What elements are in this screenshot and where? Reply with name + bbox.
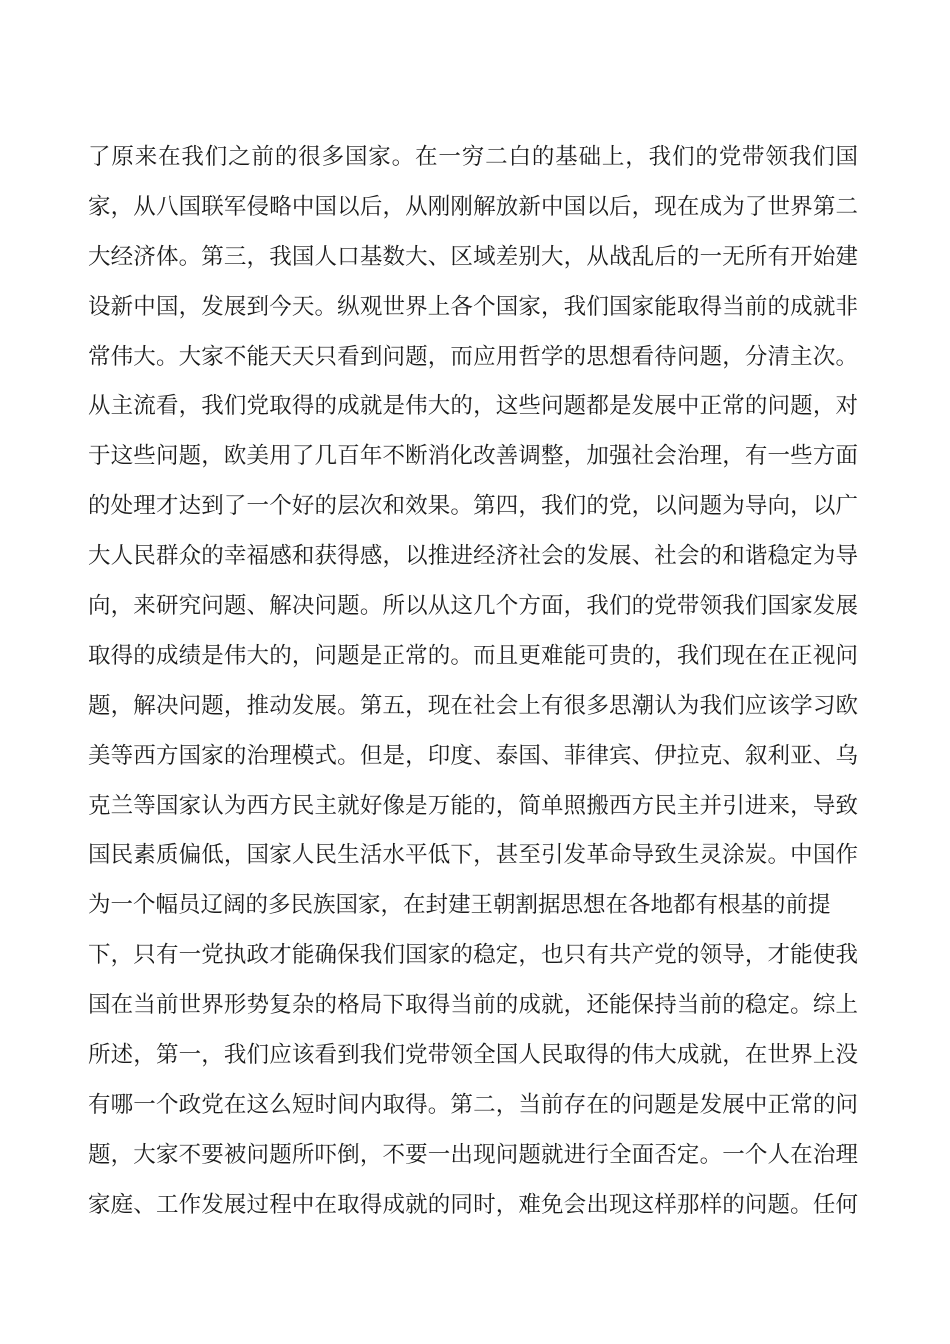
text-line-8: 的处理才达到了一个好的层次和效果。第四，我们的党，以问题为导向，以广 xyxy=(88,493,858,520)
text-line-19: 所述，第一，我们应该看到我们党带领全国人民取得的伟大成就，在世界上没 xyxy=(88,1042,858,1069)
text-line-12: 题，解决问题，推动发展。第五，现在社会上有很多思潮认为我们应该学习欧 xyxy=(88,692,858,719)
text-line-11: 取得的成绩是伟大的，问题是正常的。而且更难能可贵的，我们现在在正视问 xyxy=(88,642,858,669)
text-line-17: 下，只有一党执政才能确保我们国家的稳定，也只有共产党的领导，才能使我 xyxy=(88,942,858,969)
text-line-6: 从主流看，我们党取得的成就是伟大的，这些问题都是发展中正常的问题，对 xyxy=(88,393,858,420)
text-line-15: 国民素质偏低，国家人民生活水平低下，甚至引发革命导致生灵涂炭。中国作 xyxy=(88,842,858,869)
text-line-13: 美等西方国家的治理模式。但是，印度、泰国、菲律宾、伊拉克、叙利亚、乌 xyxy=(88,742,858,769)
text-line-2: 家，从八国联军侵略中国以后，从刚刚解放新中国以后，现在成为了世界第二 xyxy=(88,193,858,220)
text-line-3: 大经济体。第三，我国人口基数大、区域差别大，从战乱后的一无所有开始建 xyxy=(88,243,858,270)
text-line-4: 设新中国，发展到今天。纵观世界上各个国家，我们国家能取得当前的成就非 xyxy=(88,293,858,320)
text-line-18: 国在当前世界形势复杂的格局下取得当前的成就，还能保持当前的稳定。综上 xyxy=(88,992,858,1019)
text-line-9: 大人民群众的幸福感和获得感，以推进经济社会的发展、社会的和谐稳定为导 xyxy=(88,543,858,570)
text-line-7: 于这些问题，欧美用了几百年不断消化改善调整，加强社会治理，有一些方面 xyxy=(88,443,858,470)
text-line-10: 向，来研究问题、解决问题。所以从这几个方面，我们的党带领我们国家发展 xyxy=(88,593,858,620)
text-line-20: 有哪一个政党在这么短时间内取得。第二，当前存在的问题是发展中正常的问 xyxy=(88,1091,858,1118)
text-line-22: 家庭、工作发展过程中在取得成就的同时，难免会出现这样那样的问题。任何 xyxy=(88,1191,858,1218)
text-line-14: 克兰等国家认为西方民主就好像是万能的，简单照搬西方民主并引进来，导致 xyxy=(88,792,858,819)
text-line-21: 题，大家不要被问题所吓倒，不要一出现问题就进行全面否定。一个人在治理 xyxy=(88,1141,858,1168)
body-text xyxy=(88,136,858,1234)
text-line-1: 了原来在我们之前的很多国家。在一穷二白的基础上，我们的党带领我们国 xyxy=(88,144,858,170)
text-line-16: 为一个幅员辽阔的多民族国家，在封建王朝割据思想在各地都有根基的前提 xyxy=(88,892,831,919)
text-line-5: 常伟大。大家不能天天只看到问题，而应用哲学的思想看待问题，分清主次。 xyxy=(88,343,858,370)
